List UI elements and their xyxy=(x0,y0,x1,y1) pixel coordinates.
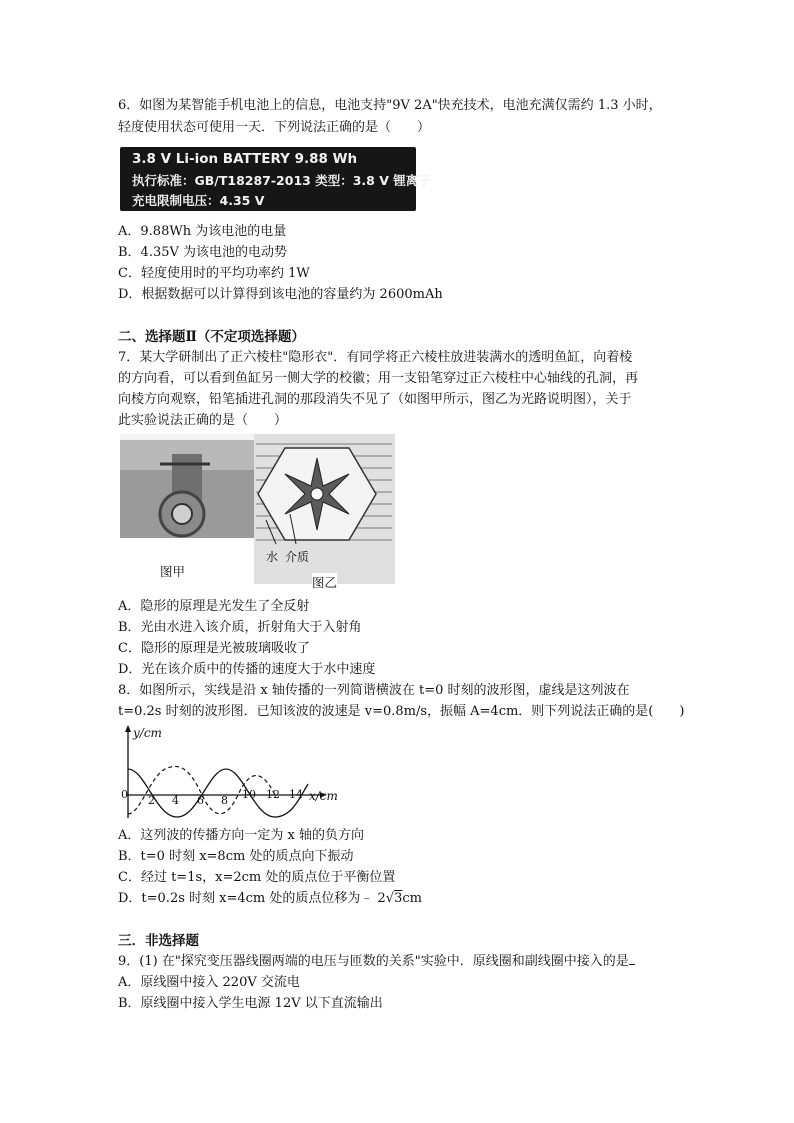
tick-10: 10 xyxy=(242,788,256,801)
q6-option-b: B．4.35V 为该电池的电动势 xyxy=(118,245,288,260)
tick-12: 12 xyxy=(266,788,280,801)
battery-label-image xyxy=(120,147,431,211)
q7-option-c: C．隐形的原理是光被玻璃吸收了 xyxy=(118,641,310,656)
q8-option-d-prefix: D．t=0.2s 时刻 x=4cm 处的质点位移为﹣ 2 xyxy=(118,891,386,906)
q9-option-a: A．原线圈中接入 220V 交流电 xyxy=(118,975,300,990)
answer-blank xyxy=(629,952,635,965)
q8-option-c: C．经过 t=1s，x=2cm 处的质点位于平衡位置 xyxy=(118,870,396,885)
q7-label-medium: 介质 xyxy=(285,550,310,564)
q6-option-d: D．根据数据可以计算得到该电池的容量约为 2600mAh xyxy=(118,287,443,302)
q8-option-d xyxy=(118,889,422,909)
q7-figure xyxy=(120,434,395,592)
tick-14: 14 xyxy=(289,788,303,801)
q7-option-b: B．光由水进入该介质，折射角大于入射角 xyxy=(118,620,362,635)
q9-option-b: B．原线圈中接入学生电源 12V 以下直流输出 xyxy=(118,996,383,1011)
q7-stem-line4: 此实验说法正确的是（ ） xyxy=(118,413,288,428)
tick-8: 8 xyxy=(221,794,228,807)
q9-stem-text: 9．(1) 在"探究变压器线圈两端的电压与匝数的关系"实验中．原线圈和副线圈中接入的是 xyxy=(118,954,629,969)
q7-option-d: D．光在该介质中的传播的速度大于水中速度 xyxy=(118,662,376,677)
tick-4: 4 xyxy=(172,794,179,807)
q6-option-c: C．轻度使用时的平均功率约 1W xyxy=(118,266,310,281)
x-axis-label: x/cm xyxy=(309,789,338,803)
q7-label-yi: 图乙 xyxy=(312,575,338,590)
q7-stem-line3: 向棱方向观察，铅笔插进孔洞的那段消失不见了（如图甲所示，图乙为光路说明图），关于 xyxy=(118,392,632,407)
q7-stem-line2: 的方向看，可以看到鱼缸另一侧大学的校徽；用一支铅笔穿过正六棱柱中心轴线的孔洞，再 xyxy=(118,371,639,386)
origin-label: 0 xyxy=(121,788,128,801)
q7-stem-line1: 7．某大学研制出了正六棱柱"隐形衣"．有同学将正六棱柱放进装满水的透明鱼缸，向着棱 xyxy=(118,350,633,365)
battery-label-line1: 3.8 V Li-ion BATTERY 9.88 Wh xyxy=(132,151,358,167)
q8-wave-graph xyxy=(120,722,336,822)
q8-stem-line1: 8．如图所示，实线是沿 x 轴传播的一列简谐横波在 t=0 时刻的波形图，虚线是这列波在 xyxy=(118,683,630,698)
section2-title: 二、选择题Ⅱ（不定项选择题） xyxy=(118,329,305,345)
q9-stem-line1 xyxy=(118,952,635,972)
q6-stem-line2: 轻度使用状态可使用一天．下列说法正确的是（ ） xyxy=(118,120,431,135)
tick-2: 2 xyxy=(148,794,155,807)
battery-label-line3: 充电限制电压：4.35 V xyxy=(132,193,265,208)
q6-stem-line1: 6．如图为某智能手机电池上的信息，电池支持"9V 2A"快充技术，电池充满仅需约 1.3 小时， xyxy=(118,98,662,113)
q7-label-water: 水 xyxy=(266,550,279,564)
q7-label-jia: 图甲 xyxy=(160,564,186,579)
q7-option-a: A．隐形的原理是光发生了全反射 xyxy=(118,599,310,614)
section3-title: 三．非选择题 xyxy=(118,933,199,949)
sqrt-symbol: √ xyxy=(385,891,395,906)
q8-option-a: A．这列波的传播方向一定为 x 轴的负方向 xyxy=(118,828,364,843)
q6-option-a: A．9.88Wh 为该电池的电量 xyxy=(118,224,287,239)
battery-label-line2: 执行标准：GB/T18287-2013 类型：3.8 V 锂离子 xyxy=(132,173,431,188)
q8-option-b: B．t=0 时刻 x=8cm 处的质点向下振动 xyxy=(118,849,354,864)
q8-stem-line2: t=0.2s 时刻的波形图．已知该波的波速是 v=0.8m/s，振幅 A=4cm．则下列说法正确的是( ) xyxy=(118,704,685,719)
q8-option-d-unit: cm xyxy=(402,891,422,906)
tick-6: 6 xyxy=(197,794,204,807)
y-axis-label: y/cm xyxy=(133,726,162,740)
q8-option-d-root: 3 xyxy=(394,891,403,906)
